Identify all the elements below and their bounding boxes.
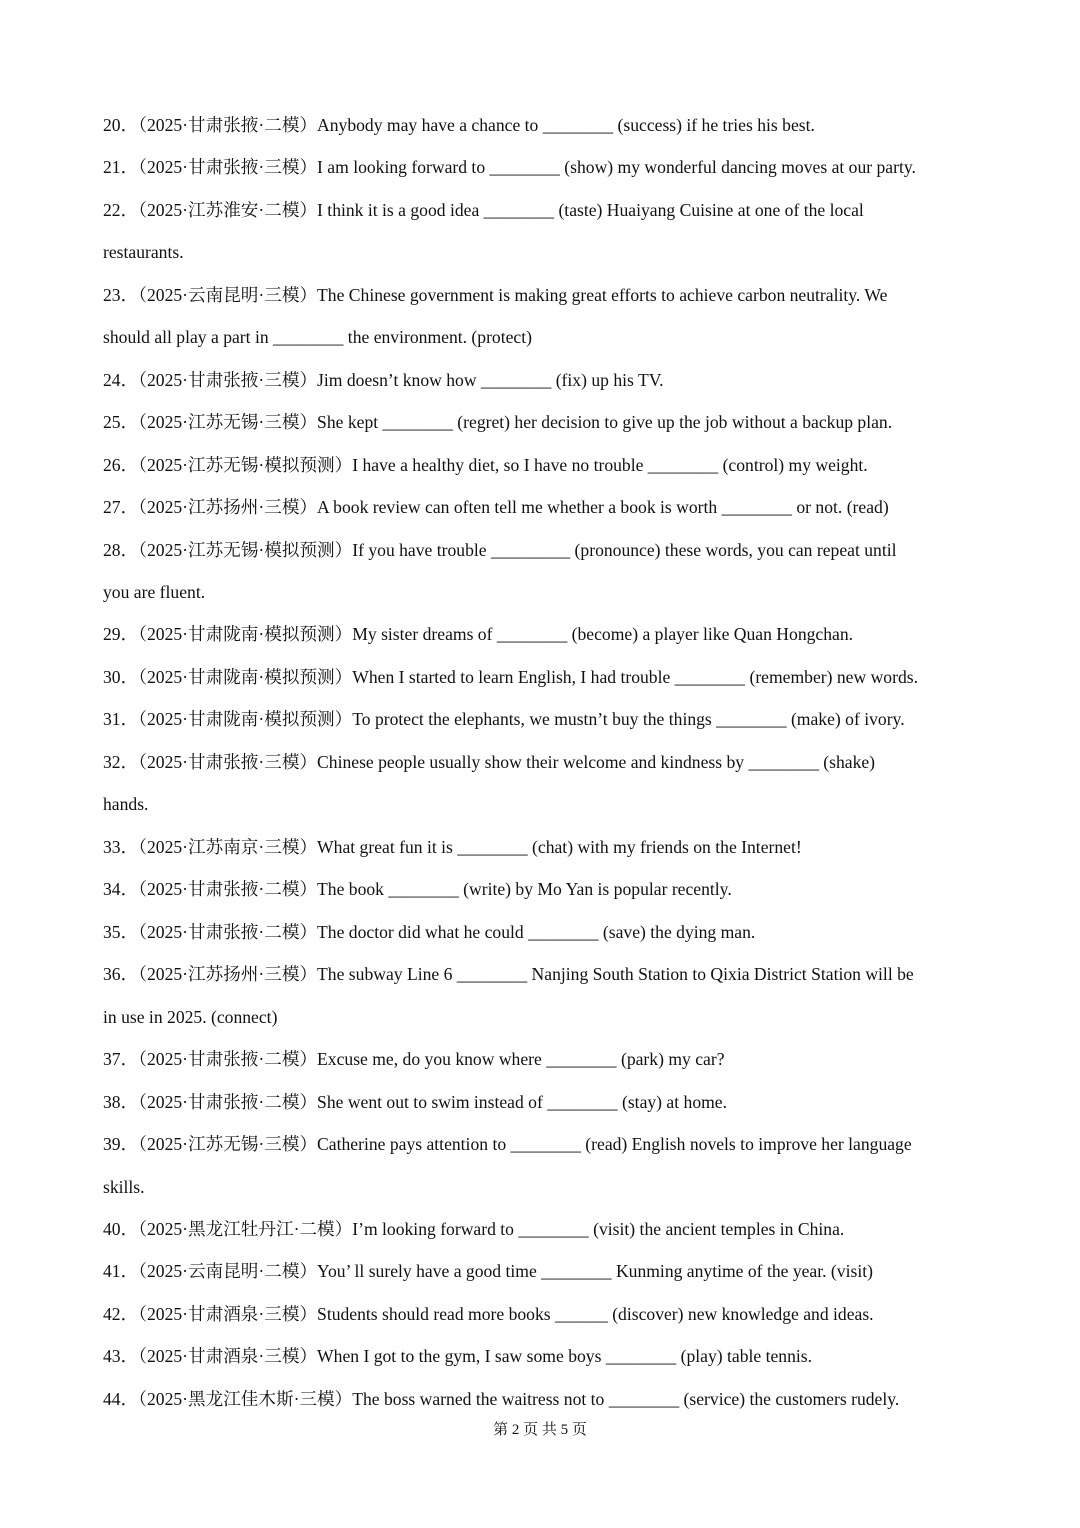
question-22-continued: restaurants. [103, 242, 184, 262]
question-36: 36．（2025·江苏扬州·三模）The subway Line 6 ________ Nanjing South Station to Qixia District Station will be [103, 964, 914, 984]
question-35: 35．（2025·甘肃张掖·二模）The doctor did what he could ________ (save) the dying man. [103, 922, 756, 942]
question-40: 40．（2025·黑龙江牡丹江·二模）I’m looking forward to ________ (visit) the ancient temples in China. [103, 1219, 845, 1239]
question-36-continued: in use in 2025. (connect) [103, 1007, 278, 1027]
question-28: 28．（2025·江苏无锡·模拟预测）If you have trouble _________ (pronounce) these words, you can repeat until [103, 540, 897, 560]
question-26: 26．（2025·江苏无锡·模拟预测）I have a healthy diet, so I have no trouble ________ (control) my weight. [103, 455, 868, 475]
question-32-continued: hands. [103, 794, 149, 814]
page-footer: 第 2 页 共 5 页 [493, 1422, 587, 1438]
question-42: 42．（2025·甘肃酒泉·三模）Students should read more books ______ (discover) new knowledge and ideas. [103, 1304, 874, 1324]
question-24: 24．（2025·甘肃张掖·三模）Jim doesn’t know how ________ (fix) up his TV. [103, 370, 664, 390]
question-22: 22．（2025·江苏淮安·二模）I think it is a good idea ________ (taste) Huaiyang Cuisine at one of the local [103, 200, 864, 220]
question-38: 38．（2025·甘肃张掖·二模）She went out to swim instead of ________ (stay) at home. [103, 1092, 728, 1112]
question-44: 44．（2025·黑龙江佳木斯·三模）The boss warned the waitress not to ________ (service) the customers rudely. [103, 1389, 900, 1409]
question-43: 43．（2025·甘肃酒泉·三模）When I got to the gym, I saw some boys ________ (play) table tennis. [103, 1346, 813, 1366]
question-30: 30．（2025·甘肃陇南·模拟预测）When I started to learn English, I had trouble ________ (remember) new words. [103, 667, 918, 687]
question-23-continued: should all play a part in ________ the environment. (protect) [103, 327, 532, 347]
question-34: 34．（2025·甘肃张掖·二模）The book ________ (write) by Mo Yan is popular recently. [103, 879, 732, 899]
question-20: 20．（2025·甘肃张掖·二模）Anybody may have a chance to ________ (success) if he tries his best. [103, 115, 815, 135]
question-37: 37．（2025·甘肃张掖·二模）Excuse me, do you know where ________ (park) my car? [103, 1049, 725, 1069]
question-33: 33．（2025·江苏南京·三模）What great fun it is ________ (chat) with my friends on the Internet! [103, 837, 802, 857]
question-28-continued: you are fluent. [103, 582, 206, 602]
question-21: 21．（2025·甘肃张掖·三模）I am looking forward to ________ (show) my wonderful dancing moves at our party. [103, 157, 916, 177]
question-31: 31．（2025·甘肃陇南·模拟预测）To protect the elephants, we mustn’t buy the things ________ (make) of ivory. [103, 709, 905, 729]
question-41: 41．（2025·云南昆明·二模）You’ ll surely have a good time ________ Kunming anytime of the year. (visit) [103, 1261, 873, 1281]
question-23: 23．（2025·云南昆明·三模）The Chinese government is making great efforts to achieve carbon neutrality. We [103, 285, 888, 305]
question-29: 29．（2025·甘肃陇南·模拟预测）My sister dreams of ________ (become) a player like Quan Hongchan. [103, 624, 854, 644]
question-39-continued: skills. [103, 1177, 145, 1197]
question-39: 39．（2025·江苏无锡·三模）Catherine pays attention to ________ (read) English novels to improve her language [103, 1134, 912, 1154]
question-27: 27．（2025·江苏扬州·三模）A book review can often tell me whether a book is worth ________ or not. (read) [103, 497, 889, 517]
question-32: 32．（2025·甘肃张掖·三模）Chinese people usually show their welcome and kindness by ________ (shake) [103, 752, 876, 772]
question-25: 25．（2025·江苏无锡·三模）She kept ________ (regret) her decision to give up the job without a backup plan. [103, 412, 893, 432]
